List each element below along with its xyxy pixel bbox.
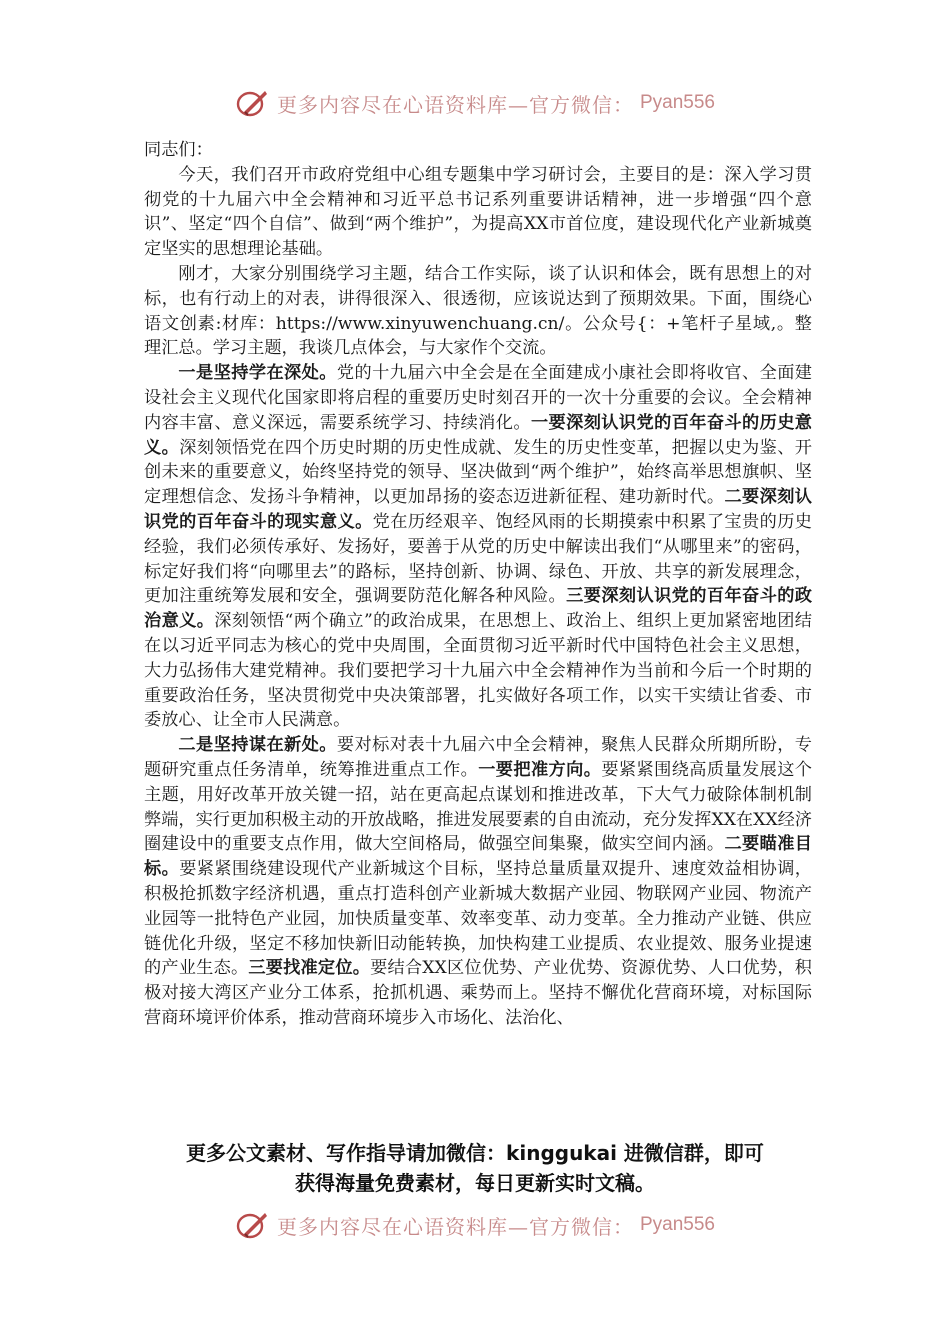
section-two-heading-2: 二要瞄准目标。 (144, 834, 812, 880)
paragraph-intro: 今天，我们召开市政府党组中心组专题集中学习研讨会，主要目的是：深入学习贯彻党的十九届六中全会精神和习近平总书记系列重要讲话精神，进一步增强“四个意识”、坚定“四个自信”、做到“两个维护”，为提高XX市首位度，建设现代化产业新城奠定坚实的思想理论基础。 (144, 164, 812, 260)
promo-notice-line-1: 更多公文素材、写作指导请加微信：kinggukai 进微信群，即可 (186, 1141, 764, 1165)
footer-watermark-banner (0, 1208, 950, 1242)
section-two-heading-1: 一要把准方向。 (478, 759, 602, 780)
quill-pen-logo-icon (235, 1209, 271, 1241)
section-one-heading-1: 一要深刻认识党的百年奋斗的历史意义。 (144, 412, 812, 458)
section-two-text-c: 要紧紧围绕建设现代产业新城这个目标，坚持总量质量双提升、速度效益相协调，积极抢抓数字经济机遇，重点打造科创产业新城大数据产业园、物联网产业园、物流产业园等一批特色产业园，加快质量变革、效率变革、动力变革。全力推动产业链、供应链优化升级，坚定不移加快新旧动能转换，加快构建工业提质、农业提效、服务业提速的产业生态。 (144, 859, 812, 979)
section-one-text-a: 党的十九届六中全会是在全面建成小康社会即将收官、全面建设社会主义现代化国家即将启程的重要历史时刻召开的一次十分重要的会议。全会精神内容丰富、意义深远，需要系统学习、持续消化。 (144, 363, 812, 433)
paragraph-summary: 刚才，大家分别围绕学习主题，结合工作实际，谈了认识和体会，既有思想上的对标，也有行动上的对表，讲得很深入、很透彻，应该说达到了预期效果。下面，围绕心语文创素:材库：https://www.xinyuwenchuang.cn/。公众号{：+笔杆子星域,。整理汇总。学习主题，我谈几点体会，与大家作个交流。 (144, 263, 812, 359)
section-one (144, 361, 812, 733)
salutation: 同志们： (144, 140, 213, 160)
banner-text: 更多内容尽在心语资料库—官方微信： (276, 1214, 634, 1239)
promo-notice-line-2: 获得海量免费素材，每日更新实时文稿。 (295, 1171, 655, 1195)
section-two-text-d: 要结合XX区位优势、产业优势、资源优势、人口优势，积极对接大湾区产业分工体系，抢抓机遇、乘势而上。坚持不懈优化营商环境，对标国际营商环境评价体系，推动营商环境步入市场化、法治化、 (144, 958, 812, 1028)
section-one-heading-2: 二要深刻认识党的百年奋斗的现实意义。 (144, 487, 812, 532)
section-one-text-d: 深刻领悟“两个确立”的政治成果，在思想上、政治上、组织上更加紧密地团结在以习近平同志为核心的党中央周围，全面贯彻习近平新时代中国特色社会主义思想，大力弘扬伟大建党精神。我们要把学习十九届六中全会精神作为当前和今后一个时期的重要政治任务，坚决贯彻党中央决策部署，扎实做好各项工作，以实干实绩让省委、市委放心、让全市人民满意。 (144, 611, 812, 731)
document-body (144, 138, 812, 1031)
banner-wechat-id: Pyan556 (639, 1214, 715, 1235)
section-one-heading-3: 三要深刻认识党的百年奋斗的政治意义。 (144, 586, 812, 632)
quill-pen-logo-icon (235, 87, 271, 119)
section-two-text-b: 要紧紧围绕高质量发展这个主题，用好改革开放关键一招，站在更高起点谋划和推进改革，下大气力破除体制机制弊端，实行更加积极主动的开放战略，推进发展要素的自由流动，充分发挥XX在XX经济圈建设中的重要支点作用，做大空间格局，做强空间集聚，做实空间内涵。 (144, 759, 812, 855)
section-one-text-c: 党在历经艰辛、饱经风雨的长期摸索中积累了宝贵的历史经验，我们必须传承好、发扬好，要善于从党的历史中解读出我们“从哪里来”的密码，标定好我们将“向哪里去”的路标，坚持创新、协调、绿色、开放、共享的新发展理念，更加注重统筹发展和安全，强调要防范化解各种风险。 (144, 511, 812, 607)
section-two-title: 二是坚持谋在新处。 (178, 735, 337, 756)
banner-text: 更多内容尽在心语资料库—官方微信： (276, 92, 634, 117)
banner-wechat-id: Pyan556 (639, 92, 715, 113)
section-one-text-b: 深刻领悟党在四个历史时期的历史性成就、发生的历史性变革，把握以史为鉴、开创未来的重要意义，始终坚持党的领导、坚决做到“两个维护”，始终高举思想旗帜、坚定理想信念、发扬斗争精神，以更加昂扬的姿态迈进新征程、建功新时代。 (144, 437, 812, 508)
promo-notice (130, 1138, 820, 1198)
section-two-text-a: 要对标对表十九届六中全会精神，聚焦人民群众所期所盼，专题研究重点任务清单，统筹推进重点工作。 (144, 735, 812, 780)
section-two-heading-3: 三要找准定位。 (248, 958, 371, 979)
section-two (144, 733, 812, 1031)
section-one-title: 一是坚持学在深处。 (178, 363, 337, 384)
header-watermark-banner (0, 86, 950, 120)
